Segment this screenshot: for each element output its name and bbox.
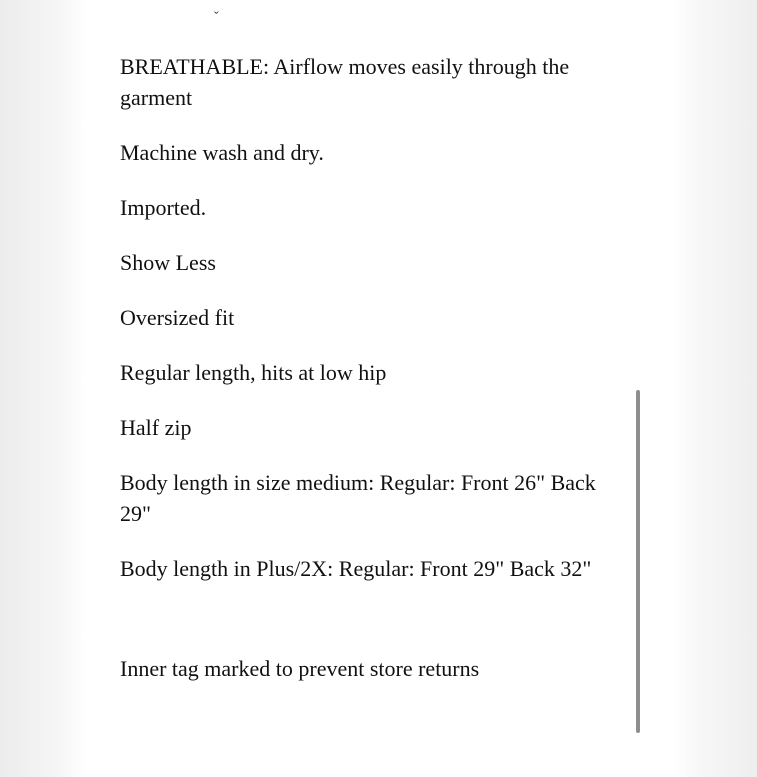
description-paragraph-medium-length: Body length in size medium: Regular: Front 26" Back 29" bbox=[120, 470, 596, 526]
show-less-link[interactable]: Show Less bbox=[120, 250, 216, 275]
description-paragraph-origin: Imported. bbox=[120, 195, 207, 220]
product-description bbox=[120, 51, 620, 684]
description-paragraph-tag-note: Inner tag marked to prevent store returns bbox=[120, 656, 480, 681]
caret-mark: ˇ bbox=[214, 10, 219, 25]
description-paragraph-care: Machine wash and dry. bbox=[120, 140, 324, 165]
description-paragraph-breathable: BREATHABLE: Airflow moves easily through the garment bbox=[120, 54, 570, 110]
description-paragraph-length: Regular length, hits at low hip bbox=[120, 360, 387, 385]
scrollbar[interactable] bbox=[636, 390, 640, 733]
description-paragraph-fit: Oversized fit bbox=[120, 305, 235, 330]
description-paragraph-zip: Half zip bbox=[120, 415, 192, 440]
description-paragraph-plus-length: Body length in Plus/2X: Regular: Front 29" Back 32" bbox=[120, 556, 592, 581]
